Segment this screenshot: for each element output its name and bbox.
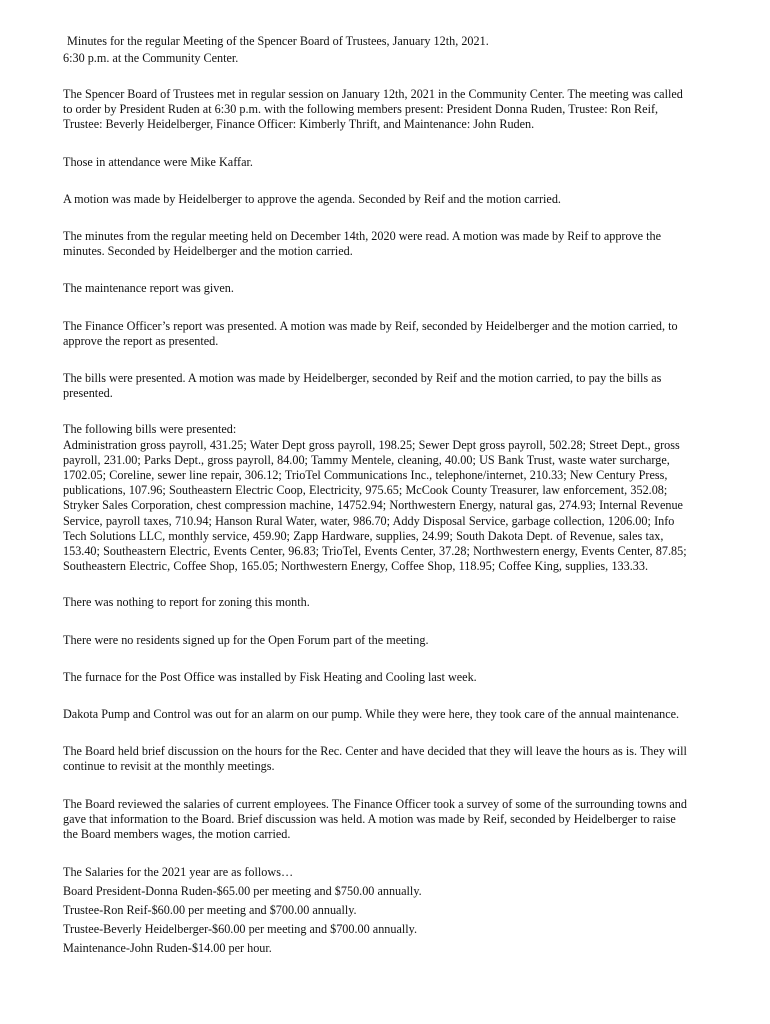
minutes-document: [63, 33, 693, 958]
furnace-paragraph: The furnace for the Post Office was installed by Fisk Heating and Cooling last week.: [63, 669, 477, 684]
bills-motion-paragraph: The bills were presented. A motion was made by Heidelberger, seconded by Reif and the motion carried, to pay the bills as presented.: [63, 371, 662, 401]
opening-paragraph: The Spencer Board of Trustees met in regular session on January 12th, 2021 in the Community Center. The meeting was called to order by President Ruden at 6:30 p.m. with the following members present: President Donna Ruden, Trustee: Ron Reif, Trustee: Beverly Heidelberger, Finance Officer: Kimberly Thrift, and Maintenance: John Ruden.: [63, 87, 683, 132]
salary-line-president: Board President-Donna Ruden-$65.00 per meeting and $750.00 annually.: [63, 884, 422, 899]
salary-line-maintenance: Maintenance-John Ruden-$14.00 per hour.: [63, 941, 272, 956]
open-forum-paragraph: There were no residents signed up for the Open Forum part of the meeting.: [63, 632, 429, 647]
salaries-intro: The Salaries for the 2021 year are as follows…: [63, 865, 294, 880]
salary-line-trustee-heidelberger: Trustee-Beverly Heidelberger-$60.00 per meeting and $700.00 annually.: [63, 922, 418, 937]
salaries-review-paragraph: The Board reviewed the salaries of current employees. The Finance Officer took a survey of some of the surrounding towns and gave that information to the Board. Brief discussion was held. A motion was made by Reif, seconded by Heidelberger to raise the Board members wages, the motion carried.: [63, 796, 687, 842]
minutes-motion-paragraph: The minutes from the regular meeting held on December 14th, 2020 were read. A motion was made by Reif to approve the minutes. Seconded by Heidelberger and the motion carried.: [63, 229, 662, 259]
agenda-motion-paragraph: A motion was made by Heidelberger to approve the agenda. Seconded by Reif and the motion carried.: [63, 191, 561, 206]
salary-line-trustee-reif: Trustee-Ron Reif-$60.00 per meeting and $700.00 annually.: [63, 903, 357, 918]
bills-list: Administration gross payroll, 431.25; Water Dept gross payroll, 198.25; Sewer Dept gross payroll, 502.28; Street Dept., gross payroll, 231.00; Parks Dept., gross payroll, 84.00; Tammy Mentele, cleaning, 40.00; US Bank Trust, waste water surcharge, 1702.05; Coreline, sewer line repair, 306.12; TrioTel Communications Inc., telephone/internet, 210.33; New Century Press, publications, 107.96; Southeastern Electric Coop, Electricity, 975.65; McCook County Treasurer, law enforcement, 352.08; Stryker Sales Corporation, chest compression machine, 14752.94; Northwestern Energy, natural gas, 274.93; Internal Revenue Service, payroll taxes, 710.94; Hanson Rural Water, water, 986.70; Addy Disposal Service, garbage collection, 1206.00; Info Tech Solutions LLC, monthly service, 459.90; Zapp Hardware, supplies, 24.99; South Dakota Dept. of Revenue, sales tax, 153.40; Southeastern Electric, Events Center, 96.83; TrioTel, Events Center, 37.28; Northwestern energy, Events Center, 87.85; Southeastern Electric, Coffee Shop, 165.05; Northwestern Energy, Coffee Shop, 118.95; Coffee King, supplies, 133.33.: [63, 437, 687, 574]
rec-center-paragraph: The Board held brief discussion on the hours for the Rec. Center and have decided that they will leave the hours as is. They will continue to revisit at the monthly meetings.: [63, 744, 687, 774]
zoning-paragraph: There was nothing to report for zoning this month.: [63, 595, 310, 610]
maintenance-report-paragraph: The maintenance report was given.: [63, 281, 234, 296]
attendance-paragraph: Those in attendance were Mike Kaffar.: [63, 154, 253, 169]
document-title: Minutes for the regular Meeting of the Spencer Board of Trustees, January 12th, 2021.: [67, 34, 489, 48]
pump-paragraph: Dakota Pump and Control was out for an alarm on our pump. While they were here, they took care of the annual maintenance.: [63, 707, 680, 722]
meeting-time-location: 6:30 p.m. at the Community Center.: [63, 51, 239, 65]
finance-report-paragraph: The Finance Officer’s report was presented. A motion was made by Reif, seconded by Heidelberger and the motion carried, to approve the report as presented.: [63, 318, 678, 348]
bills-intro: The following bills were presented:: [63, 422, 237, 437]
